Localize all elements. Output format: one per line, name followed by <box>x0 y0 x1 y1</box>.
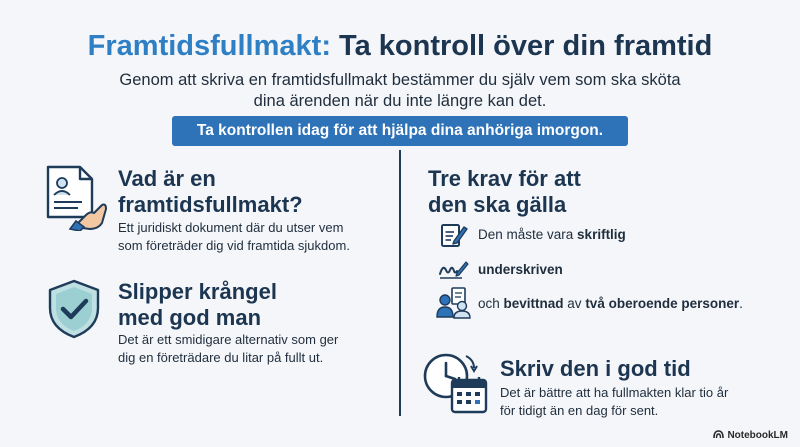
subtitle-line-1: Genom att skriva en framtidsfullmakt bestämmer du själv vem som ska sköta <box>119 71 681 89</box>
what-body <box>118 219 350 255</box>
shield-check-icon <box>46 278 102 340</box>
requirement-witnessed-suffix: . <box>739 296 743 311</box>
avoid-body-line-1: Det är ett smidigare alternativ som ger <box>118 332 339 347</box>
requirement-witnessed-bold-1: bevittnad <box>503 296 564 311</box>
page-title <box>0 30 800 63</box>
timing-body-line-2: för tidigt än en dag för sent. <box>500 403 659 418</box>
requirement-signed <box>478 262 563 277</box>
requirement-witnessed-mid: av <box>563 296 586 311</box>
avoid-title-line-1: Slipper krångel <box>118 279 277 304</box>
avoid-body-line-2: dig en företrädare du litar på fullt ut. <box>118 350 324 365</box>
what-body-line-2: som företräder dig vid framtida sjukdom. <box>118 238 350 253</box>
avoid-title <box>118 279 277 331</box>
what-title-line-1: Vad är en <box>118 166 216 191</box>
two-witnesses-icon <box>436 287 472 319</box>
subtitle-line-2: dina ärenden när du inte längre kan det. <box>253 92 547 110</box>
requirement-signed-bold: underskriven <box>478 262 563 277</box>
paper-pen-icon <box>440 222 468 248</box>
subtitle <box>100 70 700 112</box>
timing-title: Skriv den i god tid <box>500 356 691 381</box>
call-to-action-banner: Ta kontrollen idag för att hjälpa dina anhöriga imorgon. <box>172 116 628 146</box>
column-divider <box>399 150 401 416</box>
requirement-witnessed-bold-2: två oberoende personer <box>585 296 740 311</box>
title-rest: Ta kontroll över din framtid <box>330 30 713 62</box>
clock-calendar-icon <box>422 352 490 416</box>
requirements-title <box>428 166 581 218</box>
timing-body <box>500 384 728 420</box>
requirement-written <box>478 227 626 242</box>
requirement-written-bold: skriftlig <box>577 227 626 242</box>
what-body-line-1: Ett juridiskt dokument där du utser vem <box>118 220 344 235</box>
timing-body-line-1: Det är bättre att ha fullmakten klar tio år <box>500 385 729 400</box>
notebooklm-logo-icon <box>713 430 724 439</box>
requirements-title-line-2: den ska gälla <box>428 192 567 217</box>
avoid-title-line-2: med god man <box>118 305 262 330</box>
title-accent: Framtidsfullmakt: <box>87 30 331 62</box>
requirement-witnessed-prefix: och <box>478 296 504 311</box>
avoid-body <box>118 331 338 367</box>
what-title-line-2: framtidsfullmakt? <box>118 192 303 217</box>
brand-watermark <box>713 430 788 441</box>
what-title <box>118 166 303 218</box>
document-hand-icon <box>44 165 108 231</box>
requirements-title-line-1: Tre krav för att <box>428 166 581 191</box>
requirement-written-prefix: Den måste vara <box>478 227 578 242</box>
brand-name: NotebookLM <box>727 430 788 441</box>
requirement-witnessed <box>478 296 743 311</box>
signature-icon <box>438 258 470 280</box>
